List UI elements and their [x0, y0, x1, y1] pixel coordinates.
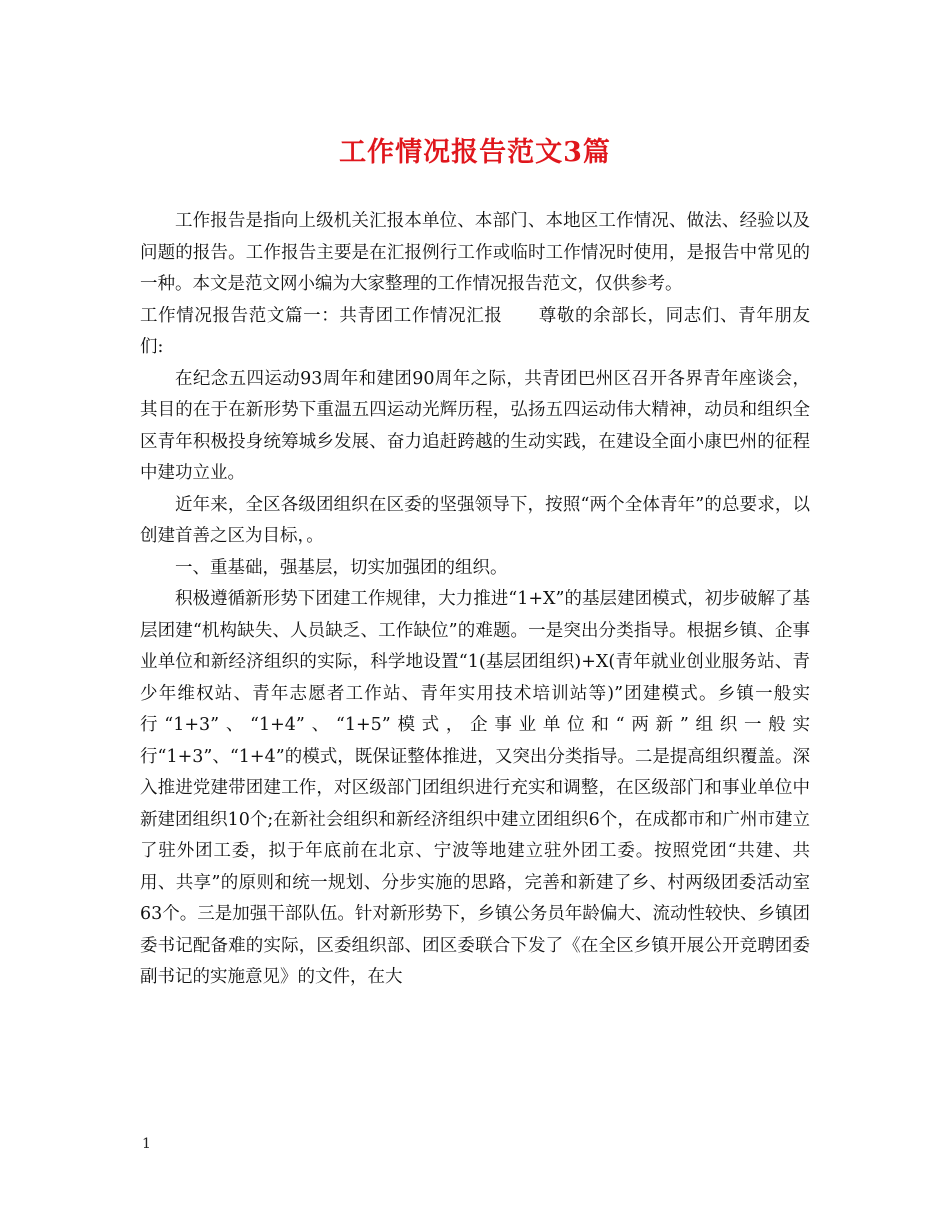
paragraph-commemoration: 在纪念五四运动93周年和建团90周年之际，共青团巴州区召开各界青年座谈会，其目的在于在新形势下重温五四运动光辉历程，弘扬五四运动伟大精神，动员和组织全区青年积极投身统筹城乡发展、奋力追赶跨越的生动实践，在建设全面小康巴州的征程中建功立业。	[140, 368, 810, 483]
document-body	[140, 206, 810, 994]
paragraph-heading-salutation: 工作情况报告范文篇一：共青团工作情况汇报 尊敬的余部长，同志们、青年朋友们:	[140, 305, 810, 357]
paragraph-intro: 工作报告是指向上级机关汇报本单位、本部门、本地区工作情况、做法、经验以及问题的报告。工作报告主要是在汇报例行工作或临时工作情况时使用，是报告中常见的一种。本文是范文网小编为大家整理的工作情况报告范文，仅供参考。	[140, 211, 810, 294]
paragraph-recent-years: 近年来，全区各级团组织在区委的坚强领导下，按照“两个全体青年”的总要求，以创建首善之区为目标，。	[140, 494, 810, 546]
paragraph-section-one-heading: 一、重基础，强基层，切实加强团的组织。	[175, 557, 508, 578]
document-title: 工作情况报告范文3篇	[339, 137, 611, 168]
page-number: 1	[142, 1136, 151, 1152]
paragraph-section-one-body: 积极遵循新形势下团建工作规律，大力推进“1+X”的基层建团模式，初步破解了基层团建“机构缺失、人员缺乏、工作缺位”的难题。一是突出分类指导。根据乡镇、企事业单位和新经济组织的实际，科学地设置“1(基层团组织)+X(青年就业创业服务站、青少年维权站、青年志愿者工作站、青年实用技术培训站等)”团建模式。乡镇一般实行“1+3”、“1+4”、“1+5”模式，企事业单位和“两新”组织一般实行“1+3”、“1+4”的模式，既保证整体推进，又突出分类指导。二是提高组织覆盖。深入推进党建带团建工作，对区级部门团组织进行充实和调整，在区级部门和事业单位中新建团组织10个;在新社会组织和新经济组织中建立团组织6个，在成都市和广州市建立了驻外团工委，拟于年底前在北京、宁波等地建立驻外团工委。按照党团“共建、共用、共享”的原则和统一规划、分步实施的思路，完善和新建了乡、村两级团委活动室63个。三是加强干部队伍。针对新形势下，乡镇公务员年龄偏大、流动性较快、乡镇团委书记配备难的实际，区委组织部、团区委联合下发了《在全区乡镇开展公开竞聘团委副书记的实施意见》的文件，在大	[140, 589, 810, 987]
